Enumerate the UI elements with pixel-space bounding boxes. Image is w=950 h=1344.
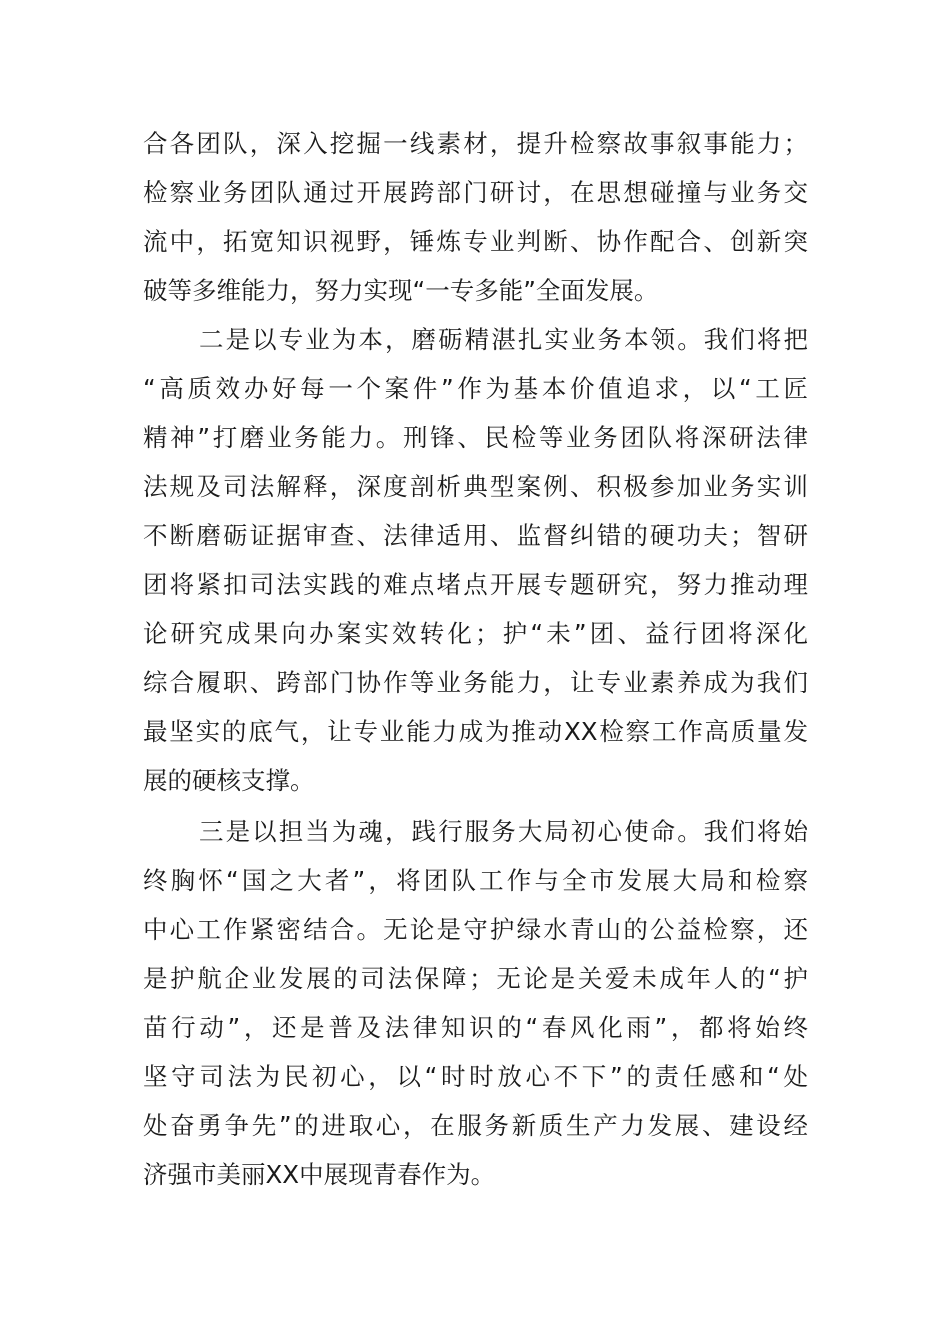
paragraph-line: 处奋勇争先”的进取心，在服务新质生产力发展、建设经	[143, 1111, 808, 1140]
paragraph-line: 中心工作紧密结合。无论是守护绿水青山的公益检察，还	[143, 915, 808, 944]
paragraph-line: 不断磨砺证据审查、法律适用、监督纠错的硬功夫；智研	[143, 521, 808, 550]
paragraph-line: 破等多维能力，努力实现“一专多能”全面发展。	[143, 276, 659, 305]
paragraph-line: 合各团队，深入挖掘一线素材，提升检察故事叙事能力；	[143, 129, 808, 158]
paragraph-line: 论研究成果向办案实效转化；护“未”团、益行团将深化	[143, 619, 808, 648]
paragraph-line: 终胸怀“国之大者”，将团队工作与全市发展大局和检察	[143, 866, 808, 895]
paragraph-line: 苗行动”，还是普及法律知识的“春风化雨”，都将始终	[143, 1013, 808, 1042]
paragraph-line: “高质效办好每一个案件”作为基本价值追求，以“工匠	[143, 374, 808, 403]
paragraph-line: 最坚实的底气，让专业能力成为推动XX检察工作高质量发	[143, 717, 808, 746]
paragraph-line: 流中，拓宽知识视野，锤炼专业判断、协作配合、创新突	[143, 227, 808, 256]
paragraph-line: 精神”打磨业务能力。刑锋、民检等业务团队将深研法律	[143, 423, 808, 452]
paragraph-line: 济强市美丽XX中展现青春作为。	[143, 1160, 496, 1189]
paragraph-line: 展的硬核支撑。	[143, 766, 315, 795]
paragraph-first-line: 二是以专业为本，磨砺精湛扎实业务本领。我们将把	[199, 325, 808, 354]
paragraph-line: 综合履职、跨部门协作等业务能力，让专业素养成为我们	[143, 668, 808, 697]
paragraph-line: 是护航企业发展的司法保障；无论是关爱未成年人的“护	[143, 964, 808, 993]
paragraph-line: 坚守司法为民初心，以“时时放心不下”的责任感和“处	[143, 1062, 808, 1091]
paragraph-line: 法规及司法解释，深度剖析典型案例、积极参加业务实训	[143, 472, 808, 501]
paragraph-line: 团将紧扣司法实践的难点堵点开展专题研究，努力推动理	[143, 570, 808, 599]
paragraph-first-line: 三是以担当为魂，践行服务大局初心使命。我们将始	[199, 817, 808, 846]
paragraph-line: 检察业务团队通过开展跨部门研讨，在思想碰撞与业务交	[143, 178, 808, 207]
